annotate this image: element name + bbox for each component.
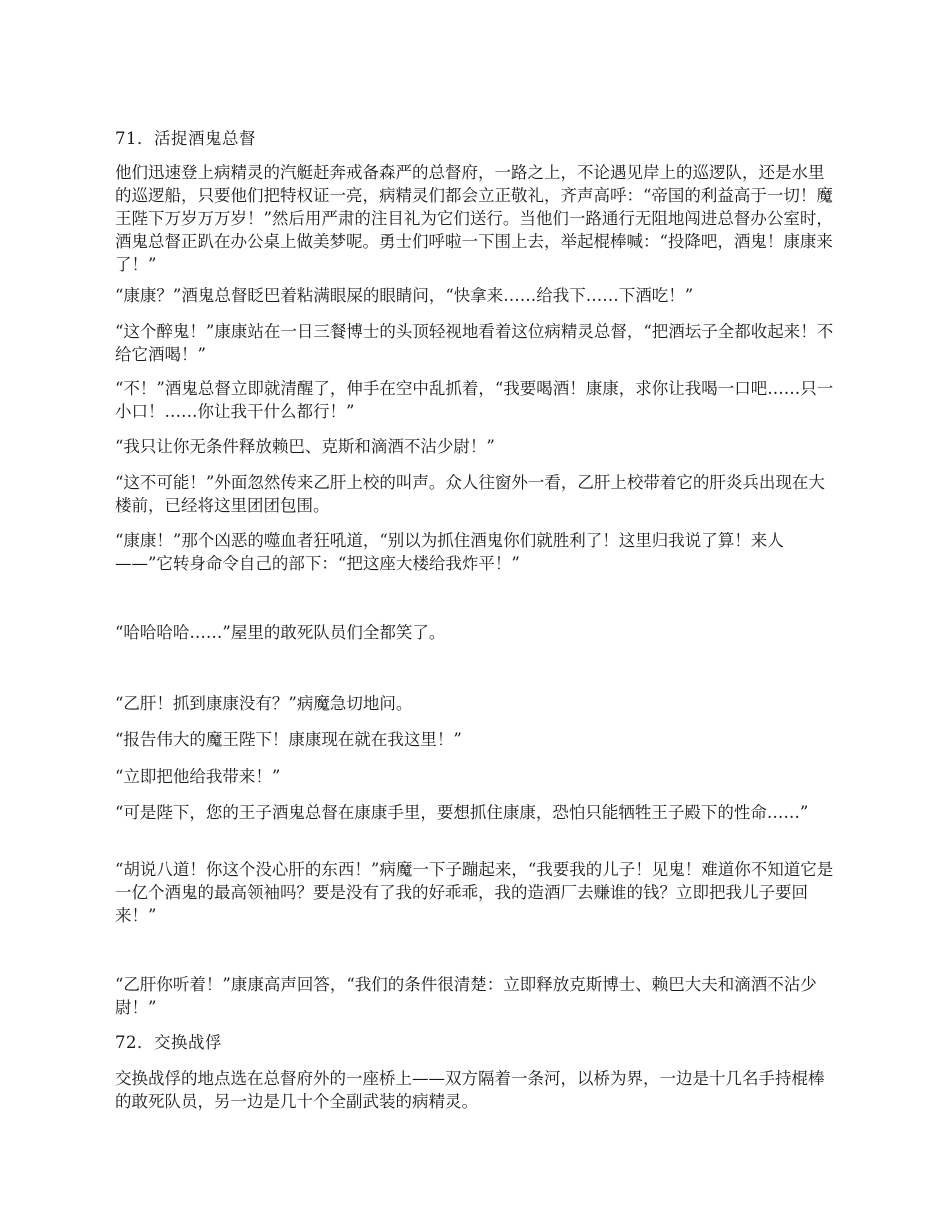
paragraph: “康康？”酒鬼总督眨巴着粘满眼屎的眼睛问，“快拿来……给我下……下酒吃！” <box>115 286 694 305</box>
paragraph: “报告伟大的魔王陛下！康康现在就在我这里！” <box>115 730 462 749</box>
paragraph: “哈哈哈哈……”屋里的敢死队员们全都笑了。 <box>115 623 446 642</box>
paragraph: “立即把他给我带来！” <box>115 767 281 786</box>
section-heading-71: 71．活捉酒鬼总督 <box>115 129 256 148</box>
paragraph: 交换战俘的地点选在总督府外的一座桥上——双方隔着一条河，以桥为界，一边是十几名手持棍棒的敢死队员，另一边是几十个全副武装的病精灵。 <box>115 1069 825 1111</box>
paragraph: “这个醉鬼！”康康站在一日三餐博士的头顶轻视地看着这位病精灵总督，“把酒坛子全都收起来！不给它酒喝！” <box>115 322 834 364</box>
paragraph: “这不可能！”外面忽然传来乙肝上校的叫声。众人往窗外一看，乙肝上校带着它的肝炎兵出现在大楼前，已经将这里团团包围。 <box>115 473 825 515</box>
section-heading-72: 72．交换战俘 <box>115 1033 222 1052</box>
paragraph: “康康！”那个凶恶的噬血者狂吼道，“别以为抓住酒鬼你们就胜利了！这里归我说了算！来人——”它转身命令自己的部下：“把这座大楼给我炸平！” <box>115 531 784 573</box>
paragraph: “乙肝你听着！”康康高声回答，“我们的条件很清楚：立即释放克斯博士、赖巴大夫和滴酒不沾少尉！” <box>115 975 817 1017</box>
paragraph: 他们迅速登上病精灵的汽艇赶奔戒备森严的总督府，一路之上，不论遇见岸上的巡逻队，还是水里的巡逻船，只要他们把特权证一亮，病精灵们都会立正敬礼，齐声高呼：“帝国的利益高于一切！魔王陛下万岁万万岁！”然后用严肃的注目礼为它们送行。当他们一路通行无阻地闯进总督办公室时，酒鬼总督正趴在办公桌上做美梦呢。勇士们呼啦一下围上去，举起棍棒喊：“投降吧，酒鬼！康康来了！” <box>115 163 833 274</box>
paragraph: “胡说八道！你这个没心肝的东西！”病魔一下子蹦起来，“我要我的儿子！见鬼！难道你不知道它是一亿个酒鬼的最高领袖吗？要是没有了我的好乖乖，我的造酒厂去赚谁的钱？立即把我儿子要回来！” <box>115 860 834 925</box>
paragraph: “乙肝！抓到康康没有？”病魔急切地问。 <box>115 694 413 713</box>
paragraph: “可是陛下，您的王子酒鬼总督在康康手里，要想抓住康康，恐怕只能牺牲王子殿下的性命……” <box>115 803 809 822</box>
paragraph: “不！”酒鬼总督立即就清醒了，伸手在空中乱抓着，“我要喝酒！康康，求你让我喝一口吧……只一小口！……你让我干什么都行！” <box>115 379 834 421</box>
paragraph: “我只让你无条件释放赖巴、克斯和滴酒不沾少尉！” <box>115 437 495 456</box>
